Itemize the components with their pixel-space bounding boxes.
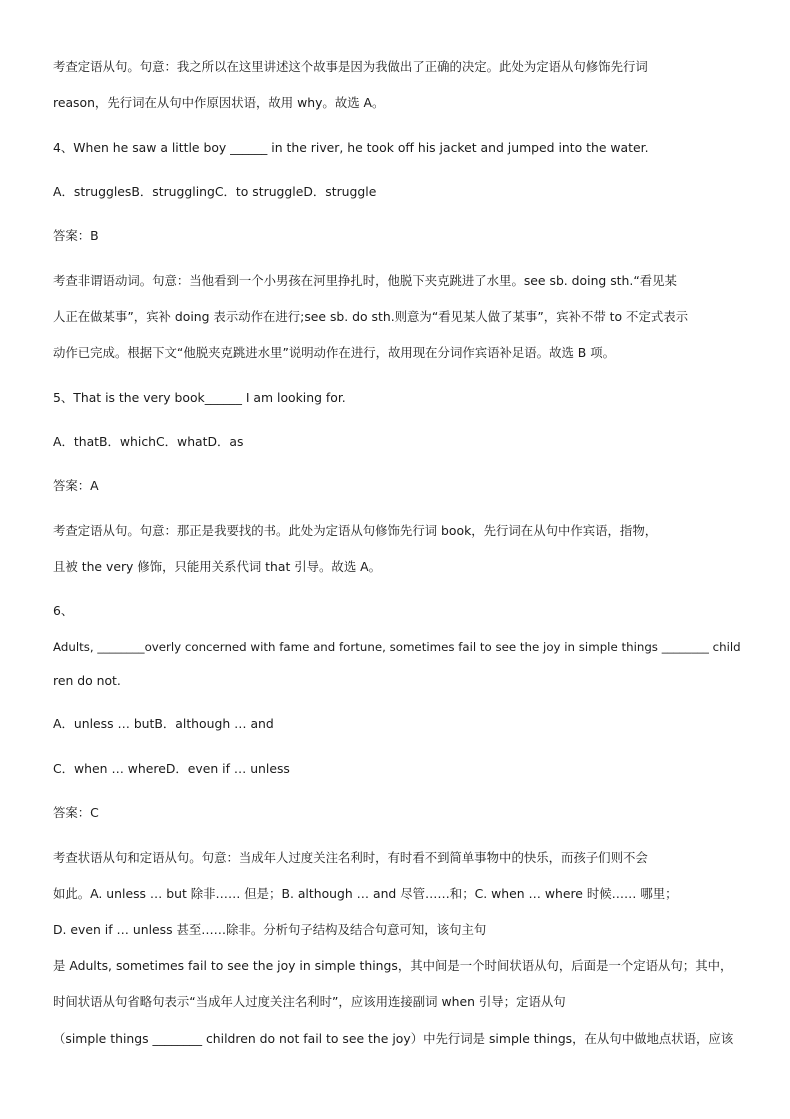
explanation-q4-line-3: 动作已完成。根据下文“他脱夹克跳进水里”说明动作在进行，故用现在分词作宾语补足语。故选 B 项。 — [53, 345, 616, 360]
explanation-q6-line-3: D. even if … unless 甚至……除非。分析句子结构及结合句意可知，该句主句 — [53, 922, 487, 937]
question-6-stem-line-1: Adults, ________overly concerned with fame and fortune, sometimes fail to see the joy in simple things ________ child — [53, 640, 741, 654]
explanation-q6-line-6: （simple things ________ children do not fail to see the joy）中先行词是 simple things，在从句中做地点状语，应该 — [53, 1031, 734, 1046]
question-6-stem-line-2: ren do not. — [53, 673, 121, 688]
explanation-q5-line-1: 考查定语从句。句意：那正是我要找的书。此处为定语从句修饰先行词 book，先行词在从句中作宾语，指物， — [53, 523, 658, 538]
explanation-q4-line-2: 人正在做某事”，宾补 doing 表示动作在进行;see sb. do sth.则意为“看见某人做了某事”，宾补不带 to 不定式表示 — [53, 309, 689, 324]
explanation-q6-line-2: 如此。A. unless … but 除非…… 但是；B. although … and 尽管……和；C. when … where 时候…… 哪里； — [53, 886, 678, 901]
question-4-options: A．strugglesB．strugglingC．to struggleD．struggle — [53, 184, 377, 199]
question-6-number: 6、 — [53, 603, 74, 618]
question-5-options: A．thatB．whichC．whatD．as — [53, 434, 244, 449]
question-4-stem: 4、When he saw a little boy ______ in the river, he took off his jacket and jumped into the water. — [53, 140, 649, 155]
explanation-q6-line-4: 是 Adults, sometimes fail to see the joy in simple things，其中间是一个时间状语从句，后面是一个定语从句；其中， — [53, 958, 733, 973]
question-5-stem: 5、That is the very book______ I am looking for. — [53, 390, 346, 405]
question-5-answer: 答案：A — [53, 478, 99, 493]
question-6-options-line-2: C．when … whereD．even if … unless — [53, 761, 290, 776]
explanation-q3-line-2: reason，先行词在从句中作原因状语，故用 why。故选 A。 — [53, 95, 385, 110]
explanation-q3-line-1: 考查定语从句。句意：我之所以在这里讲述这个故事是因为我做出了正确的决定。此处为定语从句修饰先行词 — [53, 59, 648, 74]
explanation-q5-line-2: 且被 the very 修饰，只能用关系代词 that 引导。故选 A。 — [53, 559, 382, 574]
question-6-options-line-1: A．unless … butB．although … and — [53, 716, 274, 731]
question-6-answer: 答案：C — [53, 805, 99, 820]
explanation-q6-line-5: 时间状语从句省略句表示“当成年人过度关注名利时”，应该用连接副词 when 引导；定语从句 — [53, 994, 566, 1009]
explanation-q6-line-1: 考查状语从句和定语从句。句意：当成年人过度关注名利时，有时看不到简单事物中的快乐，而孩子们则不会 — [53, 850, 648, 865]
question-4-answer: 答案：B — [53, 228, 99, 243]
explanation-q4-line-1: 考查非谓语动词。句意：当他看到一个小男孩在河里挣扎时，他脱下夹克跳进了水里。see sb. doing sth.“看见某 — [53, 273, 677, 288]
